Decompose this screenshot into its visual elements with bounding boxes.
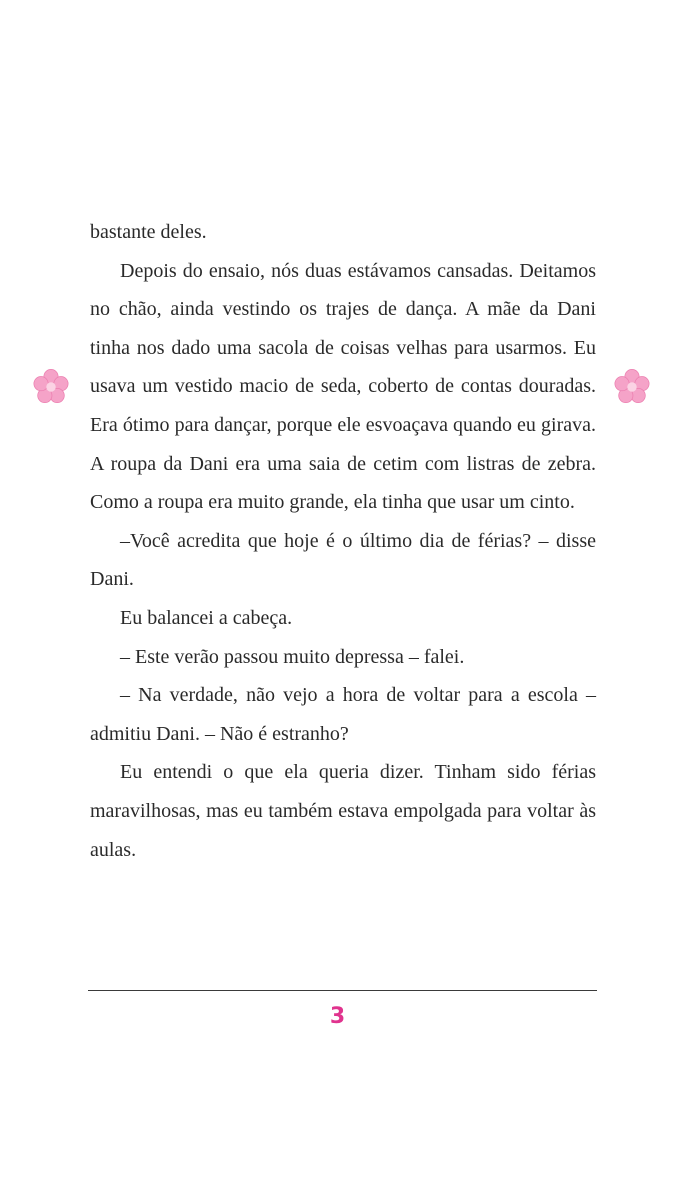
paragraph: Depois do ensaio, nós duas estávamos cansadas. Deitamos no chão, ainda vestindo os trajes de dança. A mãe da Dani tinha nos dado uma sacola de coisas velhas para usarmos. Eu usava um vestido macio de seda, coberto de contas douradas. Era ótimo para dançar, porque ele esvoaçava quando eu girava. A roupa da Dani era uma saia de cetim com listras de zebra. Como a roupa era muito grande, ela tinha que usar um cinto. (90, 259, 596, 514)
footer-divider (88, 990, 597, 991)
paragraph: bastante deles. (90, 221, 207, 243)
page-body (90, 213, 596, 869)
paragraph: – Este verão passou muito depressa – falei. (120, 645, 465, 668)
page-number: 3 (329, 1004, 346, 1029)
flower-icon (613, 368, 651, 406)
paragraph: –Você acredita que hoje é o último dia de férias? – disse Dani. (90, 529, 596, 591)
flower-icon (32, 368, 70, 406)
paragraph: Eu entendi o que ela queria dizer. Tinham sido férias maravilhosas, mas eu também estava empolgada para voltar às aulas. (90, 761, 596, 861)
paragraph: – Na verdade, não vejo a hora de voltar para a escola – admitiu Dani. – Não é estranho? (90, 684, 596, 745)
paragraph: Eu balancei a cabeça. (120, 606, 293, 629)
